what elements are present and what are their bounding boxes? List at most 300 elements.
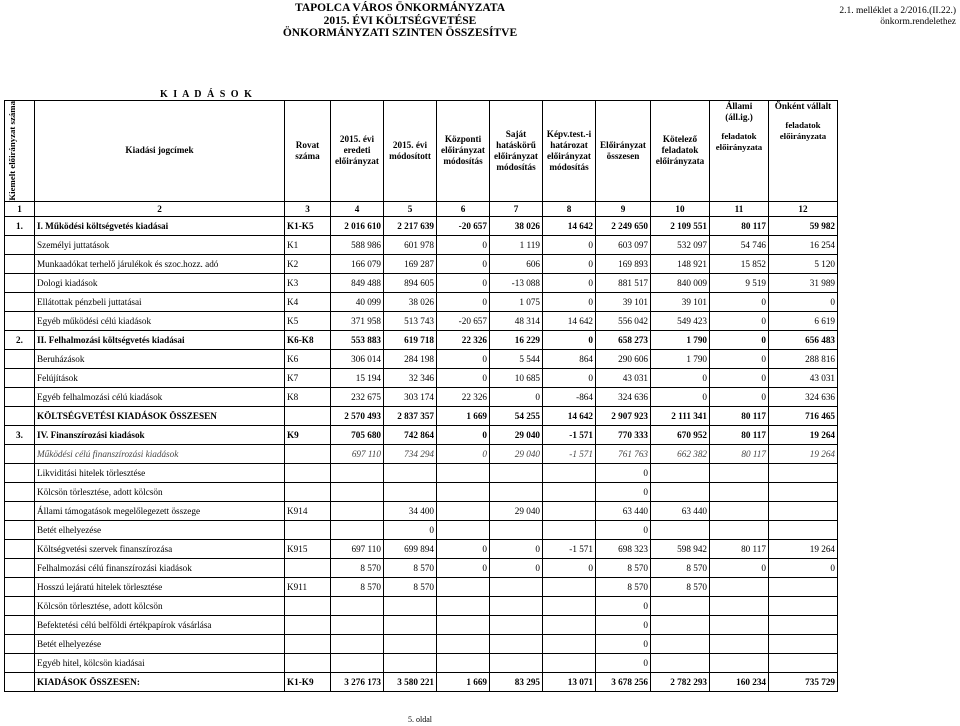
value-cell bbox=[769, 463, 838, 482]
value-cell: 698 323 bbox=[596, 539, 651, 558]
value-cell: 0 bbox=[651, 387, 710, 406]
row-label: Ellátottak pénzbeli juttatásai bbox=[35, 292, 285, 311]
value-cell: 63 440 bbox=[651, 501, 710, 520]
rovat-code: K9 bbox=[285, 425, 331, 444]
value-cell bbox=[710, 653, 769, 672]
value-cell: 43 031 bbox=[596, 368, 651, 387]
annex-line-1: 2.1. melléklet a 2/2016.(II.22.) bbox=[839, 6, 956, 16]
table-row bbox=[5, 368, 838, 387]
value-cell bbox=[769, 501, 838, 520]
rovat-code: K8 bbox=[285, 387, 331, 406]
rovat-code: K5 bbox=[285, 311, 331, 330]
value-cell: 8 570 bbox=[596, 577, 651, 596]
rovat-code bbox=[285, 615, 331, 634]
value-cell: 0 bbox=[769, 292, 838, 311]
value-cell: 0 bbox=[490, 539, 543, 558]
rovat-code: K914 bbox=[285, 501, 331, 520]
value-cell: 699 894 bbox=[384, 539, 437, 558]
col-onkent: Önként vállalt feladatok előirányzata bbox=[769, 101, 838, 202]
value-cell: 22 326 bbox=[437, 387, 490, 406]
value-cell: 31 989 bbox=[769, 273, 838, 292]
value-cell: 14 642 bbox=[543, 216, 596, 235]
value-cell: 2 109 551 bbox=[651, 216, 710, 235]
value-cell bbox=[710, 482, 769, 501]
value-cell: 3 678 256 bbox=[596, 672, 651, 691]
value-cell: 166 079 bbox=[331, 254, 384, 273]
col-kozponti: Központi előirányzat módosítás bbox=[437, 101, 490, 202]
col-sajat: Saját hatáskörű előirányzat módosítás bbox=[490, 101, 543, 202]
value-cell: 54 255 bbox=[490, 406, 543, 425]
column-number: 9 bbox=[596, 201, 651, 216]
table-row bbox=[5, 653, 838, 672]
table-row bbox=[5, 482, 838, 501]
value-cell bbox=[543, 577, 596, 596]
section-title: K I A D Á S O K bbox=[160, 89, 254, 100]
table-row bbox=[5, 444, 838, 463]
rovat-code bbox=[285, 653, 331, 672]
value-cell bbox=[651, 463, 710, 482]
value-cell: 0 bbox=[710, 330, 769, 349]
value-cell bbox=[769, 520, 838, 539]
value-cell bbox=[437, 615, 490, 634]
value-cell: 10 685 bbox=[490, 368, 543, 387]
row-label: Betét elhelyezése bbox=[35, 634, 285, 653]
value-cell bbox=[437, 596, 490, 615]
value-cell: 513 743 bbox=[384, 311, 437, 330]
value-cell bbox=[543, 634, 596, 653]
value-cell bbox=[331, 634, 384, 653]
value-cell: 0 bbox=[490, 558, 543, 577]
value-cell: 29 040 bbox=[490, 501, 543, 520]
column-number: 6 bbox=[437, 201, 490, 216]
value-cell: 0 bbox=[437, 368, 490, 387]
row-number bbox=[5, 235, 35, 254]
value-cell: 9 519 bbox=[710, 273, 769, 292]
table-row bbox=[5, 577, 838, 596]
header-line-3: ÖNKORMÁNYZATI SZINTEN ÖSSZESÍTVE bbox=[282, 27, 518, 39]
value-cell: 0 bbox=[543, 330, 596, 349]
row-label: KIADÁSOK ÖSSZESEN: bbox=[35, 672, 285, 691]
value-cell: 0 bbox=[596, 520, 651, 539]
value-cell: 0 bbox=[769, 558, 838, 577]
value-cell bbox=[331, 596, 384, 615]
value-cell bbox=[331, 482, 384, 501]
row-number bbox=[5, 254, 35, 273]
value-cell bbox=[490, 463, 543, 482]
value-cell bbox=[490, 653, 543, 672]
value-cell: 0 bbox=[596, 463, 651, 482]
table-row bbox=[5, 539, 838, 558]
value-cell: 556 042 bbox=[596, 311, 651, 330]
table-row bbox=[5, 634, 838, 653]
value-cell bbox=[331, 653, 384, 672]
value-cell: 8 570 bbox=[384, 577, 437, 596]
table-row bbox=[5, 501, 838, 520]
row-label: Egyéb működési célú kiadások bbox=[35, 311, 285, 330]
value-cell: 232 675 bbox=[331, 387, 384, 406]
row-label: I. Működési költségvetés kiadásai bbox=[35, 216, 285, 235]
value-cell: 2 782 293 bbox=[651, 672, 710, 691]
value-cell: 598 942 bbox=[651, 539, 710, 558]
value-cell: 2 249 650 bbox=[596, 216, 651, 235]
value-cell: -20 657 bbox=[437, 216, 490, 235]
rovat-code: K7 bbox=[285, 368, 331, 387]
value-cell: 864 bbox=[543, 349, 596, 368]
value-cell: 34 400 bbox=[384, 501, 437, 520]
row-number bbox=[5, 634, 35, 653]
column-number: 7 bbox=[490, 201, 543, 216]
col-osszesen: Előirányzat összesen bbox=[596, 101, 651, 202]
rovat-code: K6 bbox=[285, 349, 331, 368]
value-cell: 0 bbox=[543, 292, 596, 311]
column-number: 3 bbox=[285, 201, 331, 216]
value-cell bbox=[769, 596, 838, 615]
row-number: 2. bbox=[5, 330, 35, 349]
row-label: Kölcsön törlesztése, adott kölcsön bbox=[35, 596, 285, 615]
value-cell bbox=[710, 615, 769, 634]
value-cell: 716 465 bbox=[769, 406, 838, 425]
value-cell bbox=[543, 653, 596, 672]
value-cell: 16 229 bbox=[490, 330, 543, 349]
value-cell: 0 bbox=[710, 558, 769, 577]
document-header bbox=[0, 2, 800, 40]
value-cell bbox=[710, 501, 769, 520]
rovat-code: K915 bbox=[285, 539, 331, 558]
table-row bbox=[5, 425, 838, 444]
value-cell bbox=[710, 520, 769, 539]
value-cell: 8 570 bbox=[331, 558, 384, 577]
value-cell: 2 570 493 bbox=[331, 406, 384, 425]
value-cell: 2 907 923 bbox=[596, 406, 651, 425]
value-cell: 2 217 639 bbox=[384, 216, 437, 235]
value-cell: 16 254 bbox=[769, 235, 838, 254]
table-row bbox=[5, 672, 838, 691]
value-cell bbox=[543, 596, 596, 615]
column-number: 4 bbox=[331, 201, 384, 216]
value-cell: 54 746 bbox=[710, 235, 769, 254]
value-cell: 705 680 bbox=[331, 425, 384, 444]
value-cell: 601 978 bbox=[384, 235, 437, 254]
value-cell: 3 580 221 bbox=[384, 672, 437, 691]
table-row bbox=[5, 387, 838, 406]
value-cell: 0 bbox=[543, 235, 596, 254]
row-label: Személyi juttatások bbox=[35, 235, 285, 254]
row-label: Működési célú finanszírozási kiadások bbox=[35, 444, 285, 463]
expenditure-table bbox=[4, 100, 838, 692]
value-cell: 735 729 bbox=[769, 672, 838, 691]
value-cell: 0 bbox=[710, 349, 769, 368]
annex-reference bbox=[839, 6, 956, 28]
rovat-code bbox=[285, 520, 331, 539]
value-cell: 8 570 bbox=[596, 558, 651, 577]
value-cell: 697 110 bbox=[331, 444, 384, 463]
row-number bbox=[5, 520, 35, 539]
value-cell bbox=[490, 634, 543, 653]
value-cell bbox=[490, 596, 543, 615]
value-cell: 0 bbox=[490, 387, 543, 406]
value-cell bbox=[651, 482, 710, 501]
column-number: 11 bbox=[710, 201, 769, 216]
value-cell: 761 763 bbox=[596, 444, 651, 463]
column-number: 5 bbox=[384, 201, 437, 216]
value-cell bbox=[490, 482, 543, 501]
row-label: Betét elhelyezése bbox=[35, 520, 285, 539]
value-cell: 619 718 bbox=[384, 330, 437, 349]
value-cell bbox=[651, 653, 710, 672]
value-cell: 0 bbox=[437, 273, 490, 292]
value-cell bbox=[769, 482, 838, 501]
value-cell bbox=[384, 615, 437, 634]
value-cell bbox=[437, 577, 490, 596]
value-cell: 553 883 bbox=[331, 330, 384, 349]
value-cell bbox=[651, 634, 710, 653]
table-row bbox=[5, 558, 838, 577]
row-number bbox=[5, 406, 35, 425]
header-line-1: TAPOLCA VÁROS ÖNKORMÁNYZATA bbox=[295, 2, 505, 14]
value-cell: 288 816 bbox=[769, 349, 838, 368]
table-row bbox=[5, 615, 838, 634]
table-row bbox=[5, 273, 838, 292]
table-row bbox=[5, 406, 838, 425]
value-cell: 0 bbox=[710, 368, 769, 387]
value-cell: 83 295 bbox=[490, 672, 543, 691]
value-cell: 0 bbox=[437, 292, 490, 311]
value-cell: 3 276 173 bbox=[331, 672, 384, 691]
value-cell: 697 110 bbox=[331, 539, 384, 558]
value-cell: 80 117 bbox=[710, 539, 769, 558]
value-cell: 0 bbox=[543, 254, 596, 273]
row-number bbox=[5, 463, 35, 482]
value-cell: 48 314 bbox=[490, 311, 543, 330]
value-cell: 0 bbox=[437, 558, 490, 577]
value-cell: 39 101 bbox=[651, 292, 710, 311]
row-label: Költségvetési szervek finanszírozása bbox=[35, 539, 285, 558]
table-row bbox=[5, 311, 838, 330]
row-number bbox=[5, 444, 35, 463]
value-cell: 603 097 bbox=[596, 235, 651, 254]
value-cell bbox=[331, 615, 384, 634]
value-cell: 742 864 bbox=[384, 425, 437, 444]
row-number bbox=[5, 615, 35, 634]
value-cell: 63 440 bbox=[596, 501, 651, 520]
value-cell bbox=[543, 482, 596, 501]
col-eredeti: 2015. évi eredeti előirányzat bbox=[331, 101, 384, 202]
value-cell: 8 570 bbox=[384, 558, 437, 577]
row-number bbox=[5, 672, 35, 691]
value-cell: 532 097 bbox=[651, 235, 710, 254]
value-cell bbox=[437, 653, 490, 672]
column-number: 2 bbox=[35, 201, 285, 216]
value-cell: 5 120 bbox=[769, 254, 838, 273]
value-cell: 19 264 bbox=[769, 444, 838, 463]
column-number: 10 bbox=[651, 201, 710, 216]
row-number bbox=[5, 311, 35, 330]
value-cell: -864 bbox=[543, 387, 596, 406]
value-cell: 169 287 bbox=[384, 254, 437, 273]
value-cell: 324 636 bbox=[596, 387, 651, 406]
value-cell bbox=[331, 520, 384, 539]
value-cell: 32 346 bbox=[384, 368, 437, 387]
value-cell bbox=[651, 615, 710, 634]
header-line-2: 2015. ÉVI KÖLTSÉGVETÉSE bbox=[323, 14, 477, 27]
rovat-code: K6-K8 bbox=[285, 330, 331, 349]
value-cell: 1 669 bbox=[437, 672, 490, 691]
row-number bbox=[5, 501, 35, 520]
row-number bbox=[5, 368, 35, 387]
value-cell: 0 bbox=[543, 273, 596, 292]
value-cell: 0 bbox=[596, 482, 651, 501]
value-cell: -20 657 bbox=[437, 311, 490, 330]
value-cell bbox=[384, 596, 437, 615]
value-cell: 324 636 bbox=[769, 387, 838, 406]
value-cell bbox=[437, 463, 490, 482]
value-cell bbox=[651, 596, 710, 615]
value-cell bbox=[331, 463, 384, 482]
rovat-code bbox=[285, 406, 331, 425]
value-cell bbox=[769, 653, 838, 672]
rovat-code: K1 bbox=[285, 235, 331, 254]
row-label: Egyéb hitel, kölcsön kiadásai bbox=[35, 653, 285, 672]
table-row bbox=[5, 216, 838, 235]
value-cell bbox=[543, 615, 596, 634]
value-cell: 19 264 bbox=[769, 425, 838, 444]
value-cell: 0 bbox=[437, 425, 490, 444]
value-cell: 6 619 bbox=[769, 311, 838, 330]
value-cell: 549 423 bbox=[651, 311, 710, 330]
rovat-code: K1-K5 bbox=[285, 216, 331, 235]
value-cell: 371 958 bbox=[331, 311, 384, 330]
value-cell bbox=[384, 463, 437, 482]
value-cell: 14 642 bbox=[543, 406, 596, 425]
value-cell: 0 bbox=[437, 539, 490, 558]
value-cell: 1 669 bbox=[437, 406, 490, 425]
col-modositott: 2015. évi módosított bbox=[384, 101, 437, 202]
value-cell: 2 016 610 bbox=[331, 216, 384, 235]
row-number bbox=[5, 292, 35, 311]
value-cell bbox=[710, 634, 769, 653]
value-cell: 0 bbox=[596, 596, 651, 615]
value-cell: 658 273 bbox=[596, 330, 651, 349]
row-label: Befektetési célú belföldi értékpapírok vásárlása bbox=[35, 615, 285, 634]
value-cell: 290 606 bbox=[596, 349, 651, 368]
row-number: 3. bbox=[5, 425, 35, 444]
value-cell bbox=[331, 501, 384, 520]
row-label: Hosszú lejáratú hitelek törlesztése bbox=[35, 577, 285, 596]
col-kotelezo: Kötelező feladatok előirányzata bbox=[651, 101, 710, 202]
value-cell bbox=[490, 577, 543, 596]
value-cell: 306 014 bbox=[331, 349, 384, 368]
column-number: 8 bbox=[543, 201, 596, 216]
value-cell: 0 bbox=[543, 368, 596, 387]
value-cell: 59 982 bbox=[769, 216, 838, 235]
value-cell bbox=[437, 520, 490, 539]
row-number bbox=[5, 539, 35, 558]
value-cell: 656 483 bbox=[769, 330, 838, 349]
value-cell: 38 026 bbox=[490, 216, 543, 235]
row-label: Dologi kiadások bbox=[35, 273, 285, 292]
rovat-code bbox=[285, 482, 331, 501]
value-cell bbox=[710, 596, 769, 615]
value-cell: 0 bbox=[710, 292, 769, 311]
value-cell: 0 bbox=[543, 558, 596, 577]
column-number: 12 bbox=[769, 201, 838, 216]
col-rovat: Rovat száma bbox=[285, 101, 331, 202]
value-cell bbox=[543, 463, 596, 482]
value-cell: 0 bbox=[437, 444, 490, 463]
rovat-code bbox=[285, 558, 331, 577]
table-row bbox=[5, 463, 838, 482]
row-number bbox=[5, 387, 35, 406]
value-cell bbox=[769, 634, 838, 653]
annex-line-2: önkorm.rendelethez bbox=[880, 17, 956, 27]
value-cell: 8 570 bbox=[651, 558, 710, 577]
row-label: Kölcsön törlesztése, adott kölcsön bbox=[35, 482, 285, 501]
value-cell: 19 264 bbox=[769, 539, 838, 558]
table-row bbox=[5, 292, 838, 311]
row-label: IV. Finanszírozási kiadások bbox=[35, 425, 285, 444]
value-cell bbox=[490, 615, 543, 634]
value-cell: 881 517 bbox=[596, 273, 651, 292]
value-cell: -1 571 bbox=[543, 539, 596, 558]
row-label: Likviditási hitelek törlesztése bbox=[35, 463, 285, 482]
value-cell: 15 194 bbox=[331, 368, 384, 387]
row-label: Beruházások bbox=[35, 349, 285, 368]
value-cell: 0 bbox=[710, 311, 769, 330]
row-number bbox=[5, 482, 35, 501]
value-cell: 0 bbox=[437, 254, 490, 273]
value-cell: 0 bbox=[651, 368, 710, 387]
value-cell: 1 075 bbox=[490, 292, 543, 311]
value-cell bbox=[384, 653, 437, 672]
row-number bbox=[5, 653, 35, 672]
value-cell: 0 bbox=[596, 634, 651, 653]
value-cell: 0 bbox=[437, 349, 490, 368]
value-cell: 670 952 bbox=[651, 425, 710, 444]
value-cell: 770 333 bbox=[596, 425, 651, 444]
rovat-code: K1-K9 bbox=[285, 672, 331, 691]
table-row bbox=[5, 254, 838, 273]
row-label: Egyéb felhalmozási célú kiadások bbox=[35, 387, 285, 406]
row-number bbox=[5, 273, 35, 292]
value-cell: 13 071 bbox=[543, 672, 596, 691]
table-row bbox=[5, 596, 838, 615]
row-number bbox=[5, 349, 35, 368]
value-cell: 2 837 357 bbox=[384, 406, 437, 425]
row-number: 1. bbox=[5, 216, 35, 235]
value-cell: 0 bbox=[710, 387, 769, 406]
rovat-code: K4 bbox=[285, 292, 331, 311]
table-row bbox=[5, 349, 838, 368]
value-cell: 0 bbox=[437, 235, 490, 254]
col-jogcim: Kiadási jogcímek bbox=[35, 101, 285, 202]
row-label: Munkaadókat terhelő járulékok és szoc.hozz. adó bbox=[35, 254, 285, 273]
value-cell: 894 605 bbox=[384, 273, 437, 292]
value-cell: 0 bbox=[596, 653, 651, 672]
rovat-code bbox=[285, 444, 331, 463]
row-label: II. Felhalmozási költségvetés kiadásai bbox=[35, 330, 285, 349]
value-cell bbox=[384, 482, 437, 501]
column-number: 1 bbox=[5, 201, 35, 216]
value-cell: -1 571 bbox=[543, 444, 596, 463]
value-cell: 734 294 bbox=[384, 444, 437, 463]
rovat-code: K911 bbox=[285, 577, 331, 596]
value-cell: 8 570 bbox=[651, 577, 710, 596]
value-cell: 80 117 bbox=[710, 406, 769, 425]
value-cell: -1 571 bbox=[543, 425, 596, 444]
value-cell: 29 040 bbox=[490, 425, 543, 444]
rovat-code: K3 bbox=[285, 273, 331, 292]
value-cell: 160 234 bbox=[710, 672, 769, 691]
